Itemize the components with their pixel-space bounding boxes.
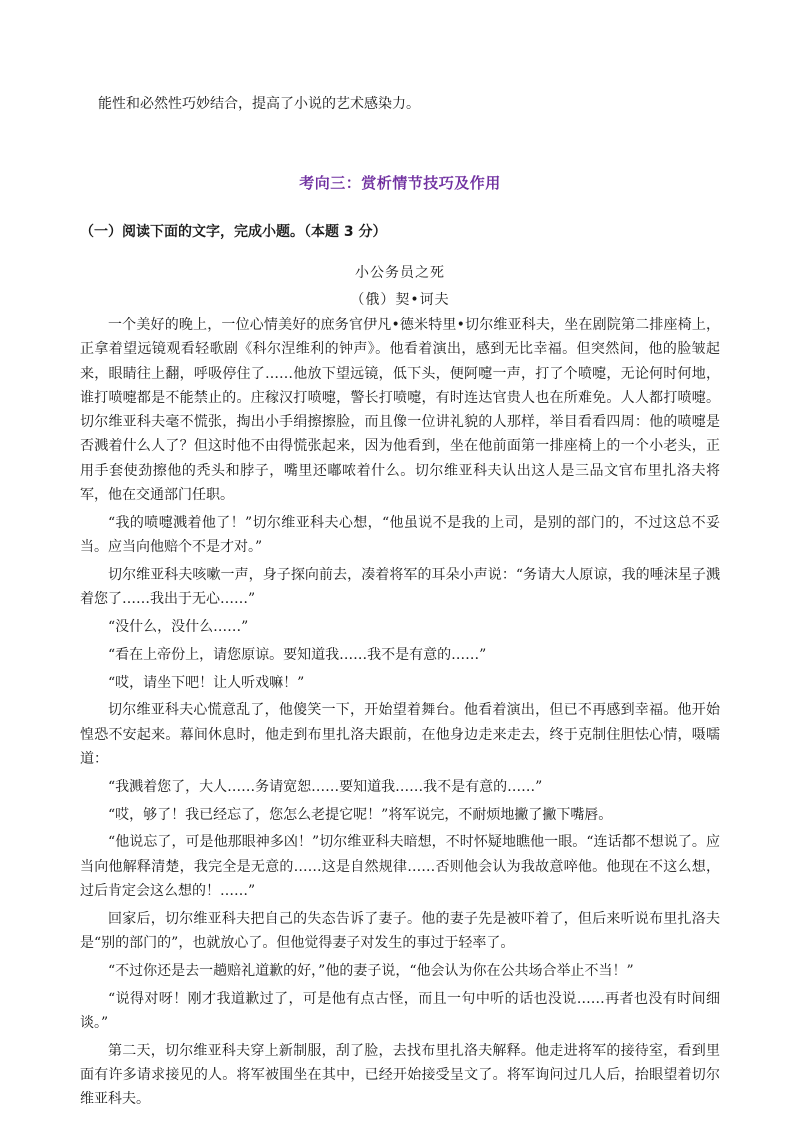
story-paragraph: “说得对呀！刚才我道歉过了，可是他有点古怪，而且一句中听的话也没说……再者也没有时间细谈。” <box>80 990 720 1032</box>
story-paragraph: “不过你还是去一趟赔礼道歉的好，”他的妻子说，“他会认为你在公共场合举止不当！” <box>108 962 634 979</box>
story-paragraph: “哎，够了！我已经忘了，您怎么老提它呢！”将军说完，不耐烦地撇了撇下嘴唇。 <box>108 806 613 823</box>
question-heading: （一）阅读下面的文字，完成小题。（本题 3 分） <box>80 224 387 240</box>
story-paragraph: 回家后，切尔维亚科夫把自己的失态告诉了妻子。他的妻子先是被吓着了，但后来听说布里扎洛夫是“别的部门的”，也就放心了。但他觉得妻子对发生的事过于轻率了。 <box>80 910 720 952</box>
story-author: （俄）契•诃夫 <box>350 292 450 308</box>
story-paragraph: 切尔维亚科夫咳嗽一声，身子探向前去，凑着将军的耳朵小声说：“务请大人原谅，我的唾沫星子溅着您了……我出于无心……” <box>80 566 720 608</box>
intro-line: 能性和必然性巧妙结合，提高了小说的艺术感染力。 <box>98 96 420 112</box>
story-paragraph: 一个美好的晚上，一位心情美好的庶务官伊凡•德米特里•切尔维亚科夫，坐在剧院第二排座椅上，正拿着望远镜观看轻歌剧《科尔涅维利的钟声》。他看着演出，感到无比幸福。但突然间，他的脸皱起来，眼睛往上翻，呼吸停住了……他放下望远镜，低下头，便阿嚏一声，打了个喷嚏，无论何时何地，谁打喷嚏都是不能禁止的。庄稼汉打喷嚏，警长打喷嚏，有时连达官贵人也在所难免。人人都打喷嚏。切尔维亚科夫毫不慌张，掏出小手绢擦擦脸，而且像一位讲礼貌的人那样，举目看看四周：他的喷嚏是否溅着什么人了？但这时他不由得慌张起来，因为他看到，坐在他前面第一排座椅上的一个小老头，正用手套使劲擦他的秃头和脖子，嘴里还嘟哝着什么。切尔维亚科夫认出这人是三品文官布里扎洛夫将军，他在交通部门任职。 <box>80 317 720 504</box>
story-body <box>80 313 720 1115</box>
story-paragraph: “哎，请坐下吧！让人听戏嘛！” <box>108 674 305 691</box>
story-paragraph: 第二天，切尔维亚科夫穿上新制服，刮了脸，去找布里扎洛夫解释。他走进将军的接待室，看到里面有许多请求接见的人。将军被围坐在其中，已经开始接受呈文了。将军询问过几人后，抬眼望着切尔维亚科夫。 <box>80 1042 720 1108</box>
story-paragraph: “我的喷嚏溅着他了！”切尔维亚科夫心想，“他虽说不是我的上司，是别的部门的，不过这总不妥当。应当向他赔个不是才对。” <box>80 514 720 556</box>
story-title: 小公务员之死 <box>355 265 445 281</box>
story-paragraph: “没什么，没什么……” <box>108 619 249 636</box>
story-paragraph: “我溅着您了，大人……务请宽恕……要知道我……我不是有意的……” <box>108 778 543 795</box>
section-title: 考向三：赏析情节技巧及作用 <box>299 174 501 192</box>
story-paragraph: “他说忘了，可是他那眼神多凶！”切尔维亚科夫暗想，不时怀疑地瞧他一眼。“连话都不想说了。应当向他解释清楚，我完全是无意的……这是自然规律……否则他会认为我故意啐他。他现在不这么想，过后肯定会这么想的！……” <box>80 834 720 900</box>
story-paragraph: 切尔维亚科夫心慌意乱了，他傻笑一下，开始望着舞台。他看着演出，但已不再感到幸福。他开始惶恐不安起来。幕间休息时，他走到布里扎洛夫跟前，在他身边走来走去，终于克制住胆怯心情，嗫嚅道： <box>80 702 720 768</box>
story-paragraph: “看在上帝份上，请您原谅。要知道我……我不是有意的……” <box>108 646 487 663</box>
